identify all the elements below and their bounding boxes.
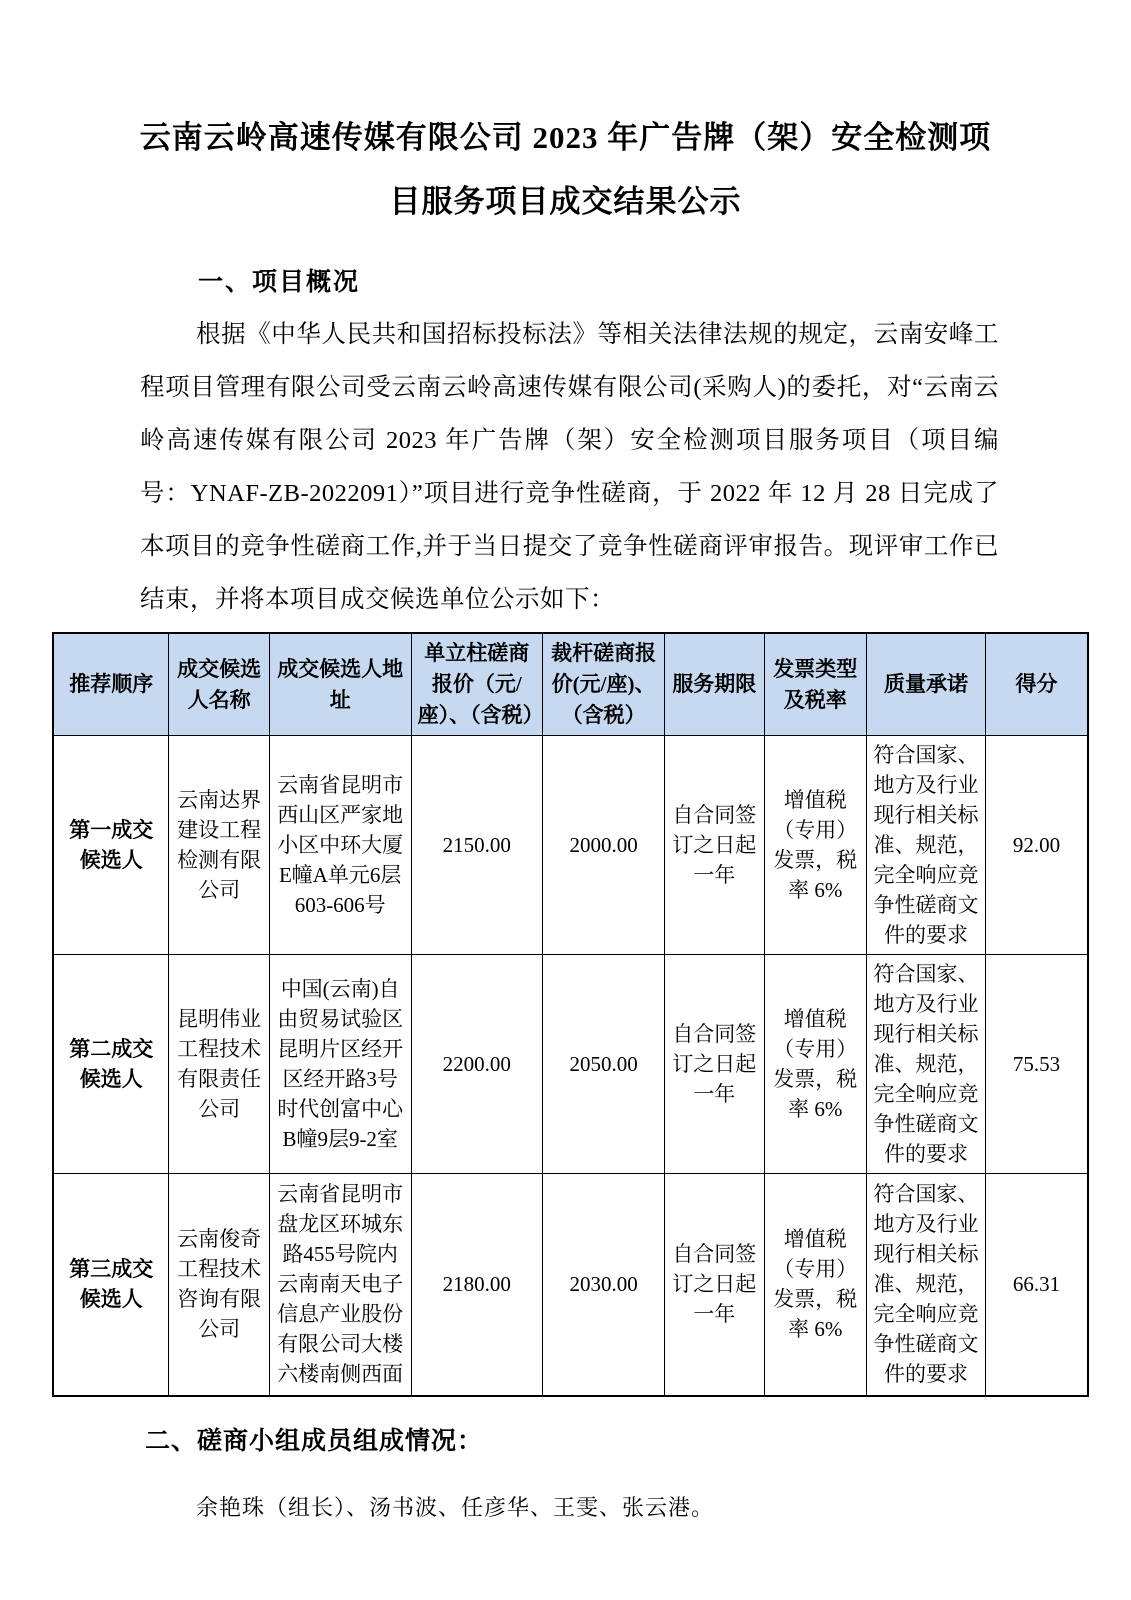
bid-results-table [52,632,1089,1397]
cell-invoice-type: 增值税（专用）发票，税率 6% [764,955,866,1174]
cell-rank: 第一成交候选人 [53,736,169,955]
cell-pole-price: 2030.00 [543,1174,665,1396]
cell-candidate-name: 云南俊奇工程技术咨询有限公司 [169,1174,269,1396]
cell-candidate-name: 昆明伟业工程技术有限责任公司 [169,955,269,1174]
section2-heading: 二、磋商小组成员组成情况： [145,1427,484,1455]
document-title: 云南云岭高速传媒有限公司 2023 年广告牌（架）安全检测项目服务项目成交结果公示 [139,120,992,219]
cell-invoice-type: 增值税（专用）发票，税率 6% [764,736,866,955]
header-candidate-name: 成交候选人名称 [169,633,269,736]
header-service-period: 服务期限 [665,633,764,736]
table-row [53,1174,1088,1396]
cell-pillar-price: 2150.00 [411,736,542,955]
committee-members-line: 余艳珠（组长）、汤书波、任彦华、王雯、张云港。 [196,1494,715,1520]
section1-paragraph: 根据《中华人民共和国招标投标法》等相关法律法规的规定，云南安峰工程项目管理有限公司受云南云岭高速传媒有限公司(采购人)的委托，对“云南云岭高速传媒有限公司 2023 年广告牌（架）安全检测项目服务项目（项目编号：YNAF-ZB-2022091）”项目进行竞争性磋商，于 2022 年 12 月 28 日完成了本项目的竞争性磋商工作,并于当日提交了竞争性磋商评审报告。现评审工作已结束，并将本项目成交候选单位公示如下： [140,321,999,613]
header-invoice-type: 发票类型及税率 [764,633,866,736]
cell-pillar-price: 2200.00 [411,955,542,1174]
cell-candidate-address: 云南省昆明市西山区严家地小区中环大厦E幢A单元6层603-606号 [269,736,411,955]
cell-candidate-address: 云南省昆明市盘龙区环城东路455号院内云南南天电子信息产业股份有限公司大楼六楼南侧西面 [269,1174,411,1396]
cell-invoice-type: 增值税（专用）发票，税率 6% [764,1174,866,1396]
header-quality-commitment: 质量承诺 [866,633,985,736]
cell-quality-commitment: 符合国家、地方及行业现行相关标准、规范，完全响应竞争性磋商文件的要求 [866,736,985,955]
header-pillar-price: 单立柱磋商报价（元/座）、（含税） [411,633,542,736]
header-pole-price: 裁杆磋商报价(元/座)、（含税） [543,633,665,736]
cell-score: 66.31 [985,1174,1088,1396]
cell-candidate-address: 中国(云南)自由贸易试验区昆明片区经开区经开路3号时代创富中心B幢9层9-2室 [269,955,411,1174]
table-row [53,736,1088,955]
cell-service-period: 自合同签订之日起一年 [665,736,764,955]
header-candidate-address: 成交候选人地址 [269,633,411,736]
cell-service-period: 自合同签订之日起一年 [665,1174,764,1396]
cell-rank: 第三成交候选人 [53,1174,169,1396]
table-row [53,955,1088,1174]
cell-pillar-price: 2180.00 [411,1174,542,1396]
cell-pole-price: 2050.00 [543,955,665,1174]
cell-rank: 第二成交候选人 [53,955,169,1174]
section1-heading: 一、项目概况 [198,269,361,296]
cell-service-period: 自合同签订之日起一年 [665,955,764,1174]
table-header-row [53,633,1088,736]
cell-score: 92.00 [985,736,1088,955]
cell-candidate-name: 云南达界建设工程检测有限公司 [169,736,269,955]
header-score: 得分 [985,633,1088,736]
cell-pole-price: 2000.00 [543,736,665,955]
cell-quality-commitment: 符合国家、地方及行业现行相关标准、规范，完全响应竞争性磋商文件的要求 [866,955,985,1174]
header-rank: 推荐顺序 [53,633,169,736]
cell-quality-commitment: 符合国家、地方及行业现行相关标准、规范，完全响应竞争性磋商文件的要求 [866,1174,985,1396]
cell-score: 75.53 [985,955,1088,1174]
